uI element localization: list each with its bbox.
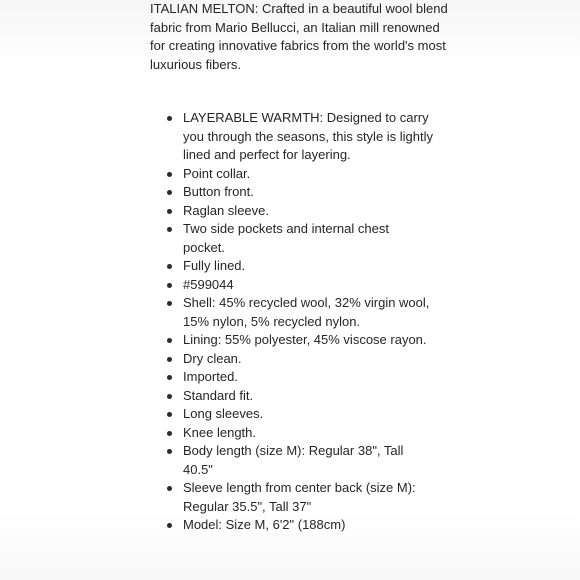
list-item <box>164 442 434 479</box>
list-item-text: Standard fit. <box>183 387 254 403</box>
list-item-text: Long sleeves. <box>183 406 264 421</box>
list-item <box>164 257 434 276</box>
list-item-text: Fully lined. <box>183 258 246 273</box>
list-item <box>164 350 434 369</box>
bullet-icon <box>167 431 172 436</box>
list-item <box>164 387 434 406</box>
list-item <box>164 516 434 535</box>
bullet-icon <box>167 338 172 343</box>
bullet-icon <box>167 116 172 121</box>
bullet-icon <box>167 283 172 288</box>
list-item-text: LAYERABLE WARMTH: Designed to carry you through the seasons, this style is lightly lined and perfect for layering. <box>183 110 434 162</box>
list-item <box>164 294 434 331</box>
list-item-text: Body length (size M): Regular 38", Tall 40.5" <box>183 443 404 477</box>
list-item-text: Point collar. <box>183 165 251 181</box>
bullet-icon <box>167 449 172 454</box>
list-item-text: Shell: 45% recycled wool, 32% virgin wool, 15% nylon, 5% recycled nylon. <box>183 295 430 329</box>
list-item <box>164 276 434 295</box>
bullet-icon <box>167 412 172 417</box>
bullet-icon <box>167 486 172 491</box>
list-item <box>164 202 434 221</box>
list-item-text: Dry clean. <box>183 350 242 366</box>
bullet-icon <box>167 523 172 528</box>
bullet-icon <box>167 190 172 195</box>
list-item-text: Raglan sleeve. <box>183 202 269 218</box>
list-item-text: Model: Size M, 6'2" (188cm) <box>183 517 346 532</box>
bullet-icon <box>167 264 172 269</box>
list-item <box>164 424 434 443</box>
bullet-icon <box>167 357 172 362</box>
list-item <box>164 405 434 424</box>
list-item-text: Imported. <box>183 369 238 384</box>
bullet-icon <box>167 301 172 306</box>
feature-list <box>164 109 434 535</box>
list-item <box>164 165 434 184</box>
list-item <box>164 479 434 516</box>
bullet-icon <box>167 209 172 214</box>
bullet-icon <box>167 375 172 380</box>
list-item-text: Two side pockets and internal chest pocket. <box>183 221 389 255</box>
intro-paragraph: ITALIAN MELTON: Crafted in a beautiful wool blend fabric from Mario Bellucci, an Italian mill renowned for creating innovative fabrics from the world's most luxurious fibers. <box>150 1 448 72</box>
list-item-text: Lining: 55% polyester, 45% viscose rayon. <box>183 332 427 347</box>
list-item-text: Sleeve length from center back (size M): Regular 35.5", Tall 37" <box>183 480 416 514</box>
bullet-icon <box>167 227 172 232</box>
list-item <box>164 331 434 350</box>
list-item-text: Knee length. <box>183 424 257 440</box>
list-item <box>164 220 434 257</box>
list-item <box>164 183 434 202</box>
bullet-icon <box>167 394 172 399</box>
list-item-text: #599044 <box>183 276 234 292</box>
list-item <box>164 109 434 165</box>
list-item <box>164 368 434 387</box>
list-item-text: Button front. <box>183 184 254 199</box>
bullet-icon <box>167 172 172 177</box>
